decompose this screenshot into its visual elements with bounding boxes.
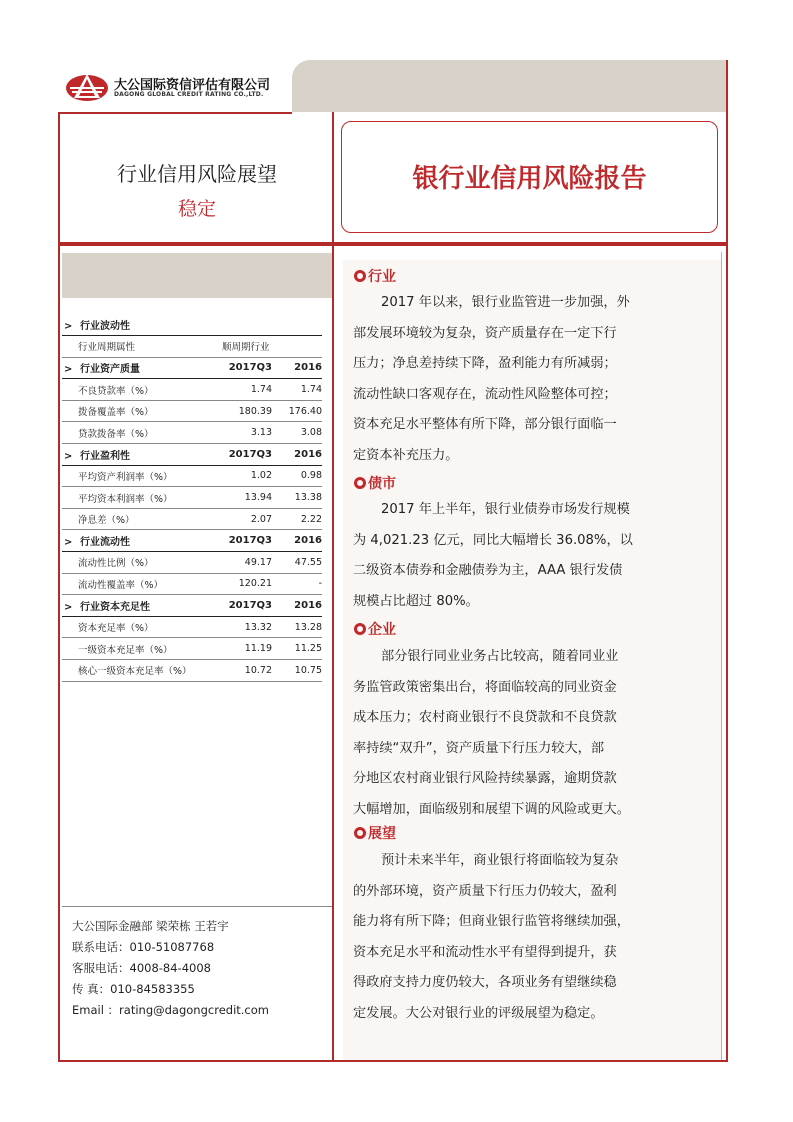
table-row: 核心一级资本充足率（%） 10.72 10.75 — [62, 660, 322, 682]
frame-right-inner — [721, 252, 722, 1060]
table-row: 贷款拨备率（%） 3.13 3.08 — [62, 422, 322, 444]
table-section-header: > 行业波动性 — [62, 314, 322, 336]
contact-phone: 联系电话：010-51087768 — [72, 940, 215, 954]
logo-english-name: DAGONG GLOBAL CREDIT RATING CO.,LTD. — [114, 91, 264, 98]
outlook-block — [62, 112, 332, 242]
table-row: 平均资本利润率（%） 13.94 13.38 — [62, 487, 322, 509]
section-text-industry: 2017 年以来，银行业监管进一步加强，外 部发展环境较为复杂，资产质量存在一定下行 压力；净息差持续下降，盈利能力有所减弱； 流动性缺口客观存在，流动性风险整体可控； 资本充足水平整体有所下降，部分银行面临一 定资本补充压力。 — [353, 295, 630, 463]
section-heading-bond-market: 债市 — [354, 473, 396, 493]
report-title-box — [341, 121, 718, 233]
circle-bullet-icon — [354, 477, 366, 489]
arrow-icon: > — [64, 364, 73, 376]
analyst-names: 大公国际金融部 梁荣栋 王若宇 — [72, 919, 229, 933]
logo-chinese-name: 大公国际资信评估有限公司 — [114, 78, 271, 93]
email-address[interactable]: Email ：rating@dagongcredit.com — [72, 1003, 269, 1017]
table-row: 净息差（%） 2.07 2.22 — [62, 508, 322, 530]
indicator-table — [62, 314, 322, 682]
arrow-icon: > — [64, 450, 73, 462]
circle-bullet-icon — [354, 827, 366, 839]
company-logo — [64, 70, 294, 106]
arrow-icon: > — [64, 537, 73, 549]
arrow-icon: > — [64, 321, 73, 333]
frame-bottom — [58, 1060, 728, 1062]
table-section-header: > 行业资本充足性 2017Q3 2016 — [62, 595, 322, 617]
section-text-outlook: 预计未来半年，商业银行将面临较为复杂 的外部环境，资产质量下行压力仍较大，盈利 能力将有所下降；但商业银行监管将继续加强， 资本充足水平和流动性水平有望得到提升，获 得政府支持力度仍较大，各项业务有望继续稳 定发展。大公对银行业的评级展望为稳定。 — [353, 853, 630, 1021]
section-text-bond-market: 2017 年上半年，银行业债券市场发行规模 为 4,021.23 亿元，同比大幅增长 36.08%，以 二级资本债券和金融债券为主，AAA 银行发债 规模占比超过 80%。 — [353, 502, 633, 609]
table-row: 流动性覆盖率（%） 120.21 - — [62, 573, 322, 595]
fax-number: 传 真：010-84583355 — [72, 982, 195, 996]
table-row: 不良贷款率（%） 1.74 1.74 — [62, 379, 322, 401]
frame-banner-bottom — [58, 242, 728, 246]
section-heading-outlook: 展望 — [354, 823, 396, 843]
table-section-header: > 行业资产质量 2017Q3 2016 — [62, 357, 322, 379]
table-section-header: > 行业流动性 2017Q3 2016 — [62, 530, 322, 552]
table-row: 拨备覆盖率（%） 180.39 176.40 — [62, 400, 322, 422]
contact-block — [72, 916, 322, 1021]
table-row: 资本充足率（%） 13.32 13.28 — [62, 616, 322, 638]
left-header-block — [62, 253, 332, 298]
arrow-icon: > — [64, 602, 73, 614]
frame-middle — [332, 112, 334, 1062]
table-row: 流动性比例（%） 49.17 47.55 — [62, 552, 322, 574]
frame-right — [726, 60, 728, 1062]
table-row: 一级资本充足率（%） 11.19 11.25 — [62, 638, 322, 660]
outlook-value: 稳定 — [177, 198, 216, 220]
dagong-logo-icon — [64, 70, 110, 102]
contact-divider — [62, 906, 332, 907]
frame-left — [58, 112, 60, 1062]
circle-bullet-icon — [354, 270, 366, 282]
service-phone: 客服电话：4008-84-4008 — [72, 961, 211, 975]
section-heading-enterprise: 企业 — [354, 619, 396, 639]
section-text-enterprise: 部分银行同业业务占比较高，随着同业业 务监管政策密集出台，将面临较高的同业资金 成本压力；农村商业银行不良贷款和不良贷款 率持续“双升”，资产质量下行压力较大，部 分地区农村商业银行风险持续暴露，逾期贷款 大幅增加，面临级别和展望下调的风险或更大。 — [353, 649, 630, 817]
table-row: 行业周期属性 顺周期行业 — [62, 336, 322, 358]
outlook-label: 行业信用风险展望 — [117, 162, 277, 186]
section-heading-industry: 行业 — [354, 266, 396, 286]
table-section-header: > 行业盈利性 2017Q3 2016 — [62, 444, 322, 466]
header-tab — [292, 60, 728, 112]
report-title: 银行业信用风险报告 — [412, 164, 647, 194]
circle-bullet-icon — [354, 623, 366, 635]
table-row: 平均资产利润率（%） 1.02 0.98 — [62, 465, 322, 487]
